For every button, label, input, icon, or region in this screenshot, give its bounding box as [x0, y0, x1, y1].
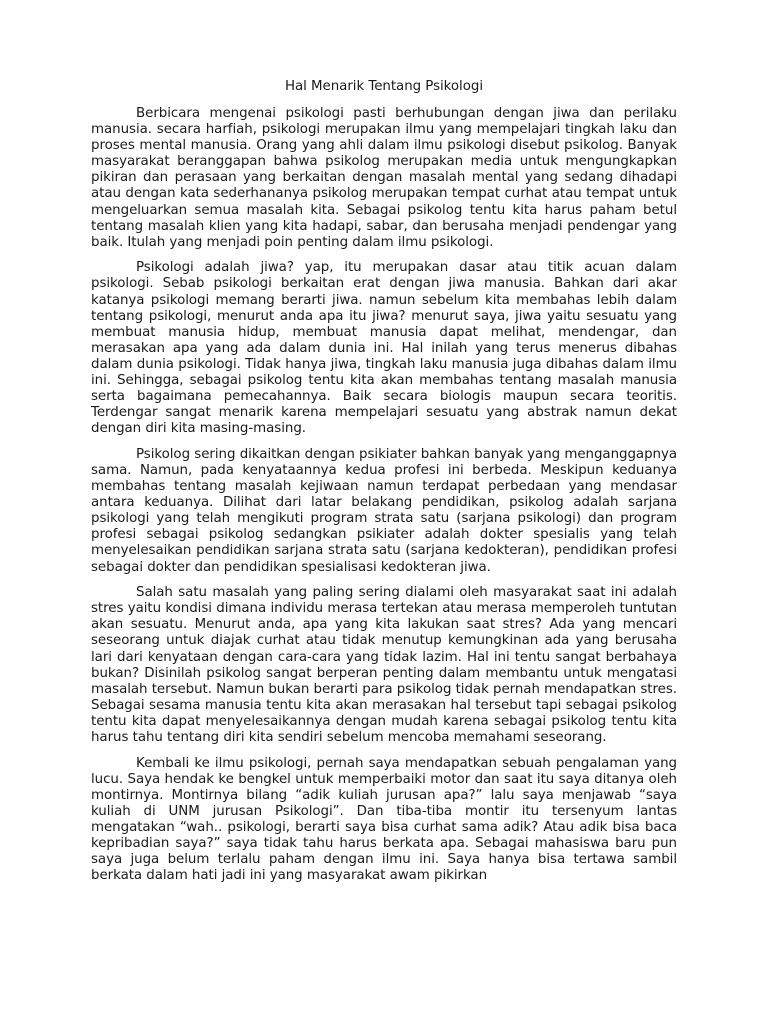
paragraph-3: Psikolog sering dikaitkan dengan psikiater bahkan banyak yang menganggapnya sama. Namun, pada kenyataannya kedua profesi ini berbeda. Meskipun keduanya membahas tentang masalah kejiwaan namun terdapat perbedaan yang mendasar antara keduanya. Dilihat dari latar belakang pendidikan, psikolog adalah sarjana psikologi yang telah mengikuti program strata satu (sarjana psikologi) dan program profesi sebagai psikolog sedangkan psikiater adalah dokter spesialis yang telah menyelesaikan pendidikan sarjana strata satu (sarjana kedokteran), pendidikan profesi sebagai dokter dan pendidikan spesialisasi kedokteran jiwa. [91, 446, 677, 575]
paragraph-2: Psikologi adalah jiwa? yap, itu merupakan dasar atau titik acuan dalam psikologi. Sebab psikologi berkaitan erat dengan jiwa manusia. Bahkan dari akar katanya psikologi memang berarti jiwa. namun sebelum kita membahas lebih dalam tentang psikologi, menurut anda apa itu jiwa? menurut saya, jiwa yaitu sesuatu yang membuat manusia hidup, membuat manusia dapat melihat, mendengar, dan merasakan apa yang ada dalam dunia ini. Hal inilah yang terus menerus dibahas dalam dunia psikologi. Tidak hanya jiwa, tingkah laku manusia juga dibahas dalam ilmu ini. Sehingga, sebagai psikolog tentu kita akan membahas tentang masalah manusia serta bagaimana pemecahannya. Baik secara biologis maupun secara teoritis. Terdengar sangat menarik karena mempelajari sesuatu yang abstrak namun dekat dengan diri kita masing-masing. [91, 260, 677, 437]
paragraph-5: Kembali ke ilmu psikologi, pernah saya mendapatkan sebuah pengalaman yang lucu. Saya hendak ke bengkel untuk memperbaiki motor dan saat itu saya ditanya oleh montirnya. Montirnya bilang “adik kuliah jurusan apa?” lalu saya menjawab “saya kuliah di UNM jurusan Psikologi”. Dan tiba-tiba montir itu tersenyum lantas mengatakan “wah.. psikologi, berarti saya bisa curhat sama adik? Atau adik bisa baca kepribadian saya?” saya tidak tahu harus berkata apa. Sebagai mahasiswa baru pun saya juga belum terlalu paham dengan ilmu ini. Saya hanya bisa tertawa sambil berkata dalam hati jadi ini yang masyarakat awam pikirkan [91, 755, 677, 884]
document-title: Hal Menarik Tentang Psikologi [285, 79, 483, 94]
paragraph-1: Berbicara mengenai psikologi pasti berhubungan dengan jiwa dan perilaku manusia. secara harfiah, psikologi merupakan ilmu yang mempelajari tingkah laku dan proses mental manusia. Orang yang ahli dalam ilmu psikologi disebut psikolog. Banyak masyarakat beranggapan bahwa psikolog merupakan media untuk mengungkapkan pikiran dan perasaan yang berkaitan dengan masalah mental yang sedang dihadapi atau dengan kata sederhananya psikolog merupakan tempat curhat atau tempat untuk mengeluarkan semua masalah kita. Sebagai psikolog tentu kita harus paham betul tentang masalah klien yang kita hadapi, sabar, dan berusaha menjadi pendengar yang baik. Itulah yang menjadi poin penting dalam ilmu psikologi. [91, 106, 677, 250]
document-body [91, 106, 677, 1018]
paragraph-4: Salah satu masalah yang paling sering dialami oleh masyarakat saat ini adalah stres yaitu kondisi dimana individu merasa tertekan atau merasa memperoleh tuntutan akan sesuatu. Menurut anda, apa yang kita lakukan saat stres? Ada yang mencari seseorang untuk diajak curhat atau tidak menutup kemungkinan ada yang berusaha lari dari kenyataan dengan cara-cara yang tidak lazim. Hal ini tentu sangat berbahaya bukan? Disinilah psikolog sangat berperan penting dalam membantu untuk mengatasi masalah tersebut. Namun bukan berarti para psikolog tidak pernah mendapatkan stres. Sebagai sesama manusia tentu kita akan merasakan hal tersebut tapi sebagai psikolog tentu kita dapat menyelesaikannya dengan mudah karena sebagai psikolog tentu kita harus tahu tentang diri kita sendiri sebelum mencoba memahami seseorang. [91, 585, 677, 745]
